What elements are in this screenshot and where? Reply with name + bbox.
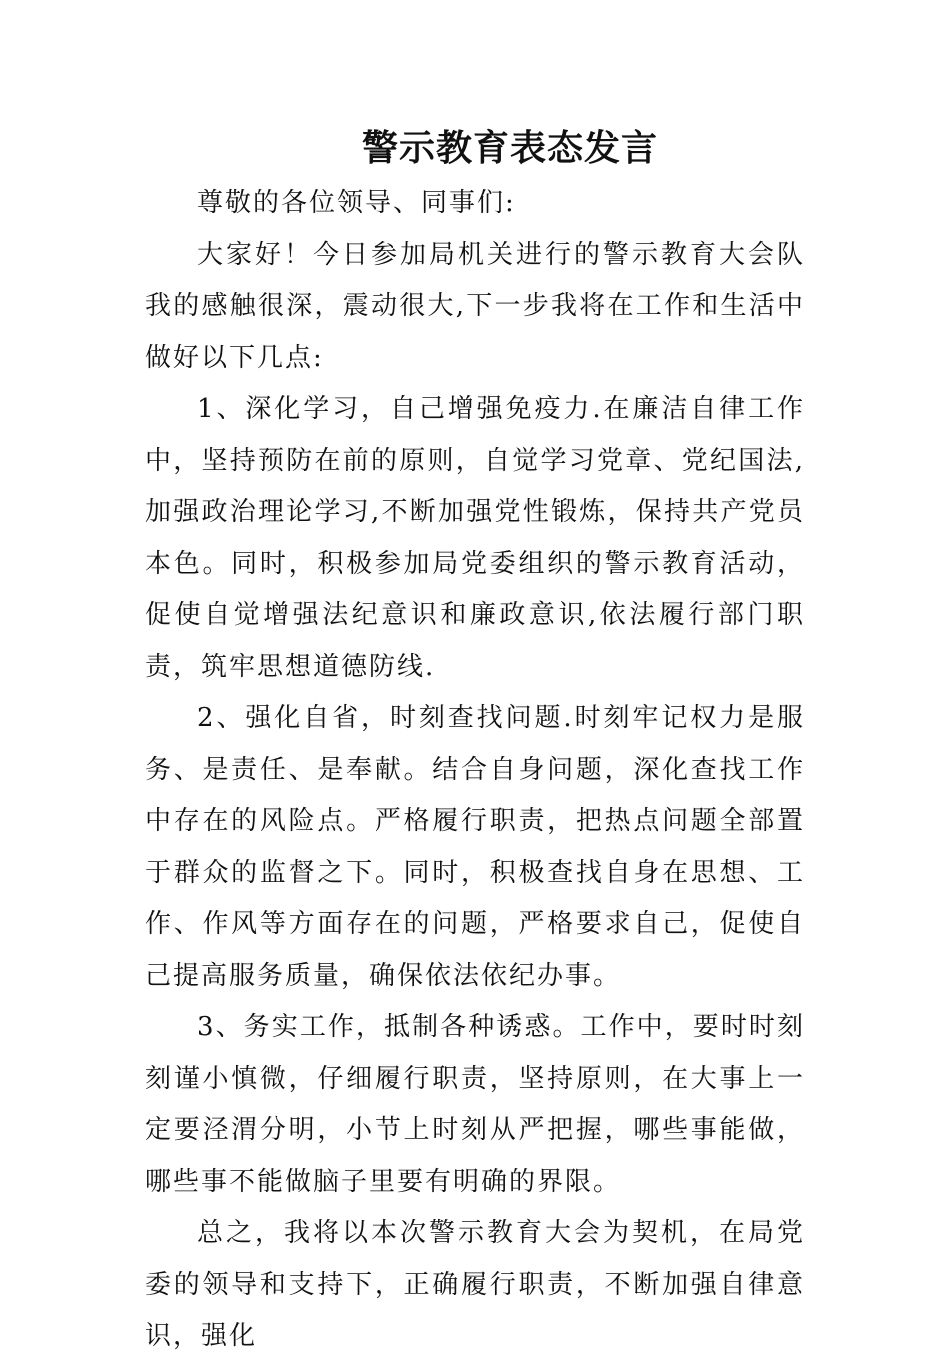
conclusion-paragraph: 总之，我将以本次警示教育大会为契机，在局党委的领导和支持下，正确履行职责，不断加强自律意识，强化 [145,1218,805,1351]
point-1-paragraph: 1、深化学习，自己增强免疫力.在廉洁自律工作中，坚持预防在前的原则，自觉学习党章、党纪国法,加强政治理论学习,不断加强党性锻炼，保持共产党员本色。同时，积极参加局党委组织的警示教育活动，促使自觉增强法纪意识和廉政意识,依法履行部门职责，筑牢思想道德防线. [145,394,805,682]
salutation-paragraph: 尊敬的各位领导、同事们: [197,188,516,218]
point-3-paragraph: 3、务实工作，抵制各种诱惑。工作中，要时时刻刻谨小慎微，仔细履行职责，坚持原则，在大事上一定要泾渭分明，小节上时刻从严把握，哪些事能做，哪些事不能做脑子里要有明确的界限。 [145,1012,805,1197]
document-body [145,178,805,1363]
greeting-paragraph: 大家好！今日参加局机关进行的警示教育大会队我的感触很深，震动很大,下一步我将在工作和生活中做好以下几点: [145,239,805,373]
point-2-paragraph: 2、强化自省，时刻查找问题.时刻牢记权力是服务、是责任、是奉献。结合自身问题，深化查找工作中存在的风险点。严格履行职责，把热点问题全部置于群众的监督之下。同时，积极查找自身在思想、工作、作风等方面存在的问题，严格要求自己，促使自己提高服务质量，确保依法依纪办事。 [145,703,805,991]
document-title: 警示教育表态发言 [361,127,658,169]
